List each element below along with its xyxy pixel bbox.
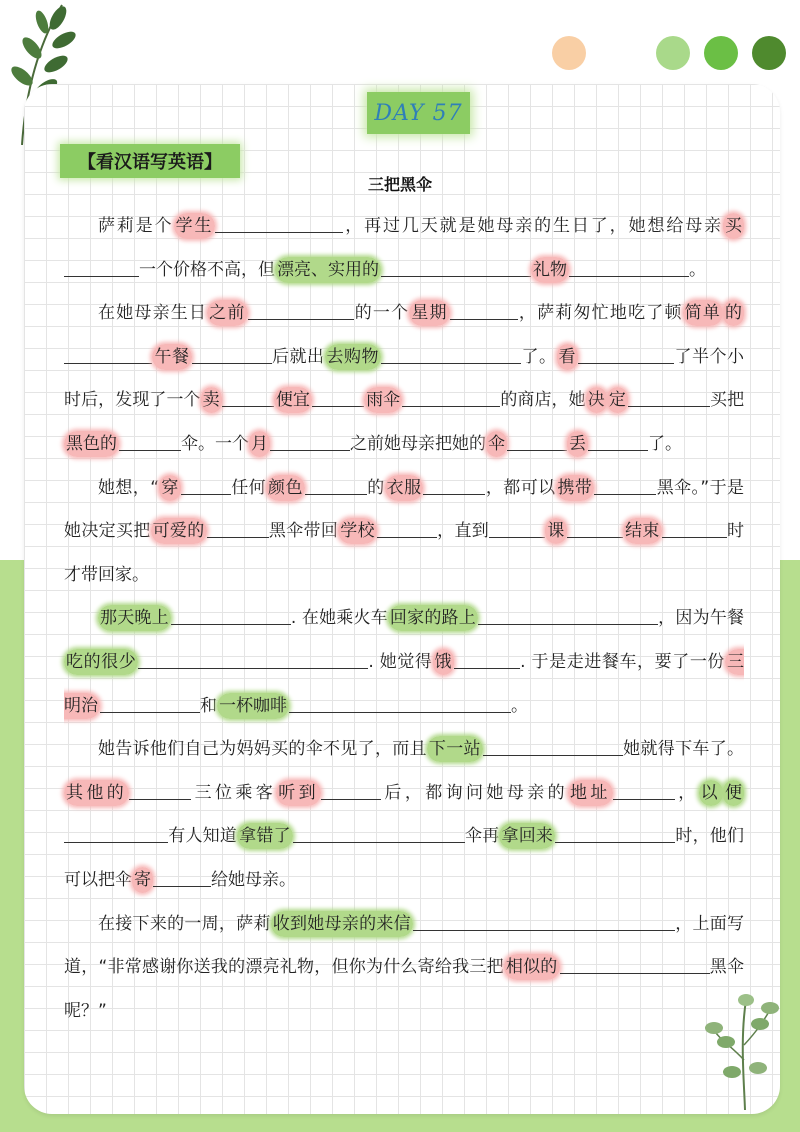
keyword-pink: 看 [557,344,579,370]
keyword-pink: 黑色的 [64,431,119,457]
answer-blank[interactable] [662,519,727,538]
text-run: . 她觉得 [368,651,433,672]
keyword-green: 一杯咖啡 [217,693,289,719]
keyword-pink: 其他的 [64,780,129,806]
text-run: 后就出 [271,346,325,367]
keyword-green: 吃的很少 [64,649,138,675]
keyword-pink: 雨伞 [364,387,402,413]
answer-blank[interactable] [248,301,354,320]
text-run: . 在她乘火车 [290,608,388,629]
text-run: 后，都询问她母亲的 [381,782,569,803]
text-run: 在她母亲生日 [98,303,208,324]
text-run: ，因 [657,608,693,629]
answer-blank[interactable] [594,476,656,495]
keyword-pink: 听到 [276,780,321,806]
paragraph [64,205,744,292]
text-run: 黑伞带回 [268,521,339,542]
text-run: ，都可以 [485,477,556,498]
text-run: 伞。一个 [181,433,249,454]
text-run: 于是她决定买把 [64,477,745,542]
text-run: 的商店，她 [500,390,586,411]
keyword-pink: 饿 [433,649,455,675]
text-run: 黑伞。” [656,477,710,498]
answer-blank[interactable] [207,519,269,538]
answer-blank[interactable] [628,389,710,408]
keyword-pink: 相似的 [504,954,560,980]
page-title: 三把黑伞 [367,175,432,194]
text-run: 给她母亲。 [211,869,296,890]
answer-blank[interactable] [381,258,531,277]
text-run: 在接下来的一周，萨莉 [98,913,271,934]
text-run: 她告诉他们自己为妈妈买的伞不见了，而且 [98,739,427,760]
text-run: 之前她母亲把她的 [350,433,486,454]
keyword-pink: 礼物 [531,257,569,283]
answer-blank[interactable] [450,301,518,320]
keyword-green: 那天晚上 [98,605,171,631]
keyword-green: 拿错了 [237,823,293,849]
answer-blank[interactable] [171,607,291,626]
answer-blank[interactable] [192,345,272,364]
answer-blank[interactable] [377,519,437,538]
keyword-pink: 学生 [174,213,216,239]
text-run: ，再过几天就是她母亲的生日了，她想给母亲 [343,216,724,236]
keyword-pink: 衣服 [385,475,424,501]
keyword-pink: 决 [586,387,607,413]
paragraph [64,292,744,466]
keyword-pink: 伞 [486,431,507,457]
answer-blank[interactable] [153,868,211,887]
text-run: 要了一份 [654,651,726,672]
keyword-pink: 定 [607,387,628,413]
keyword-pink: 三明治 [64,649,744,719]
keyword-pink: 课 [545,518,567,544]
keyword-pink: 穿 [159,475,181,501]
keyword-pink: 寄 [132,867,153,893]
answer-blank[interactable] [119,432,181,451]
paragraph [64,467,744,598]
answer-blank[interactable] [507,432,567,451]
keyword-pink: 之前 [207,300,247,326]
text-run: 了。 [648,433,682,454]
answer-blank[interactable] [454,650,520,669]
answer-blank[interactable] [423,476,485,495]
text-run: 面写道，“非常感谢你送我的漂亮礼物，但你为什么寄给我三把 [64,913,745,978]
text-run: 了半个小时后，发现了一个 [64,346,744,411]
keyword-pink: 颜色 [266,475,305,501]
keyword-pink: 的 [723,300,744,326]
keyword-green: 拿回来 [499,823,555,849]
text-run: ，萨莉匆忙地吃了顿 [517,303,683,324]
text-run: 和 [200,695,217,716]
keyword-green: 收到她母亲的来信 [271,911,413,937]
text-run: . 于是走进餐车， [520,651,655,672]
dot-white [604,36,638,70]
text-run: 的一个 [353,303,410,324]
keyword-green: 回家的路上 [388,605,478,631]
answer-blank[interactable] [129,781,191,800]
text-run: 三位乘客 [191,782,277,803]
answer-blank[interactable] [489,519,545,538]
section-label: 【看汉语写英语】 [60,144,240,178]
text-run: 时才带回家。 [64,521,745,585]
text-run: 了。 [521,346,557,367]
answer-blank[interactable] [138,650,368,669]
keyword-pink: 星期 [409,300,449,326]
answer-blank[interactable] [215,214,343,233]
keyword-green: 去购物 [325,344,382,370]
answer-blank[interactable] [402,389,500,408]
text-run: 有人知道 [168,826,238,847]
answer-blank[interactable] [270,432,350,451]
text-run: 萨莉是个 [98,216,174,236]
paragraph [64,903,744,1034]
text-run: 。 [689,259,706,280]
dot-peach [552,36,586,70]
keyword-green: 以 [699,780,723,806]
answer-blank[interactable] [560,955,710,974]
answer-blank[interactable] [483,737,623,756]
answer-blank[interactable] [305,476,367,495]
text-run: ，上 [674,913,710,934]
keyword-pink: 学校 [338,518,377,544]
dot-green [704,36,738,70]
keyword-pink: 携带 [556,475,595,501]
answer-blank[interactable] [555,824,675,843]
exercise-text [64,205,744,1033]
text-run: 黑伞呢？” [64,957,745,1021]
answer-blank[interactable] [413,912,675,931]
answer-blank[interactable] [578,345,674,364]
answer-blank[interactable] [381,345,521,364]
answer-blank[interactable] [312,389,364,408]
answer-blank[interactable] [613,781,675,800]
dot-dark-green [752,36,786,70]
keyword-pink: 卖 [201,387,222,413]
text-run: 一个价格不高，但 [139,259,275,280]
answer-blank[interactable] [569,258,689,277]
answer-blank[interactable] [478,607,658,626]
answer-blank[interactable] [64,824,168,843]
text-run: 时，他们可以把伞 [64,826,745,890]
answer-blank[interactable] [222,389,274,408]
text-run: 的 [366,477,385,498]
plant-sprig-icon [700,990,790,1110]
answer-blank[interactable] [567,519,623,538]
keyword-pink: 结束 [623,518,662,544]
answer-blank[interactable] [293,824,465,843]
keyword-pink: 月 [249,431,270,457]
answer-blank[interactable] [64,258,139,277]
paragraph [64,597,744,728]
answer-blank[interactable] [100,694,200,713]
text-run: 她就得下 [622,739,693,760]
answer-blank[interactable] [289,694,511,713]
text-run: ， [674,782,699,803]
answer-blank[interactable] [321,781,381,800]
text-run: 。 [511,695,528,716]
answer-blank[interactable] [64,345,152,364]
keyword-pink: 午餐 [152,344,192,370]
answer-blank[interactable] [588,432,648,451]
paragraph [64,728,744,902]
keyword-pink: 丢 [567,431,588,457]
keyword-pink: 可爱的 [151,518,207,544]
keyword-green: 便 [723,780,744,806]
keyword-pink: 简单 [683,300,723,326]
text-run: 买把 [709,390,745,411]
keyword-green: 下一站 [427,736,483,762]
text-run: 她想，“ [98,477,160,498]
text-run: 车了。 [692,739,745,760]
text-run: 伞再 [464,826,500,847]
answer-blank[interactable] [181,476,231,495]
keyword-pink: 地址 [568,780,613,806]
keyword-green: 漂亮、实用的 [275,257,381,283]
keyword-pink: 买 [723,213,744,239]
dot-light-green [656,36,690,70]
day-badge: DAY 57 [367,92,470,134]
keyword-pink: 便宜 [274,387,312,413]
text-run: 为午餐 [692,608,745,629]
text-run: ，直到 [436,521,490,542]
text-run: 任何 [230,477,267,498]
